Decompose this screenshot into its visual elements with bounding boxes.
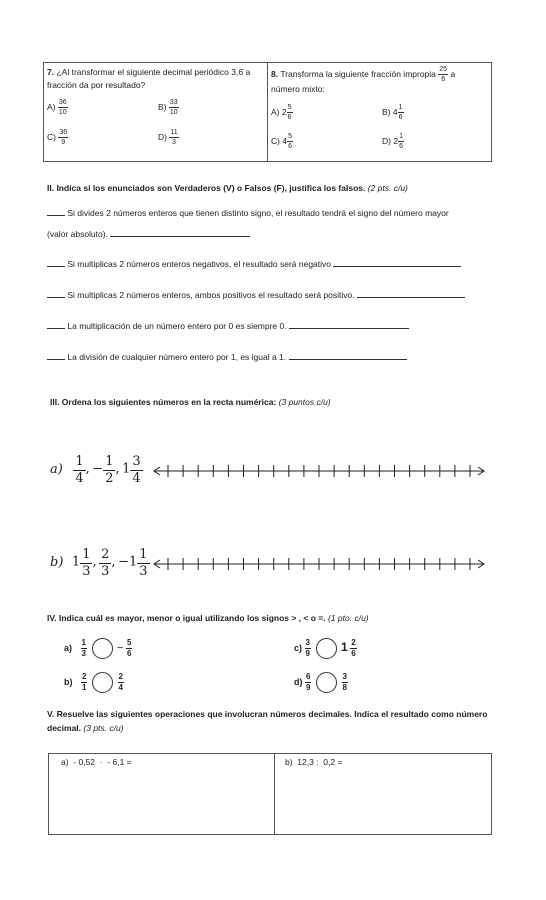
compare-c: c) $\frac{3}{9}$ 1 $\frac{2}{6}$	[294, 638, 356, 658]
number-set-b: b) 1 $\frac{1}{3}$ , $\frac{2}{3}$ , −1 $\frac{1}{3}$	[50, 547, 148, 579]
justify-line[interactable]	[289, 328, 409, 329]
statement-1: Si divides 2 números enteros que tienen distinto signo, el resultado tendrá el signo del número mayor	[47, 208, 449, 218]
q7-option-a[interactable]: A) $\frac{36}{10}$	[47, 99, 67, 116]
compare-circle[interactable]	[92, 672, 113, 693]
number-line-a[interactable]	[150, 461, 490, 481]
q8-option-a[interactable]: A) 2 $\frac{5}{6}$	[271, 104, 292, 121]
operations-divider	[274, 754, 275, 834]
q7-text: ¿Al transformar el siguiente decimal periódico 3,6̄ a fracción da por resultado?	[47, 67, 251, 90]
answer-blank[interactable]	[47, 297, 65, 298]
statement-5: La división de cualquier número entero por 1, es igual a 1.	[47, 352, 407, 362]
section3-title: III. Ordena los siguientes números en la recta numérica: (3 puntos c/u)	[50, 397, 331, 407]
section5-title: V. Resuelve las siguientes operaciones que involucran números decimales. Indica el resultado como número decimal. (3 pts. c/u)	[47, 709, 488, 733]
section2-title: II. Indica si los enunciados son Verdaderos (V) o Falsos (F), justifica los falsos. (2 pts. c/u)	[47, 183, 408, 193]
q8-number: 8.	[271, 68, 279, 79]
justify-line[interactable]	[357, 297, 465, 298]
operation-b: b) 12,3 : 0,2 =	[285, 757, 343, 767]
answer-blank[interactable]	[47, 266, 65, 267]
q7-option-b[interactable]: B) $\frac{33}{10}$	[158, 99, 178, 116]
operation-a: a) - 0,52 · - 6,1 =	[61, 757, 132, 767]
q7-option-c[interactable]: C) $\frac{36}{9}$	[47, 129, 68, 146]
compare-b: b) $\frac{2}{1}$ $\frac{2}{4}$	[64, 672, 123, 692]
section4-title: IV. Indica cuál es mayor, menor o igual utilizando los signos > , < o =. (1 pto. c/u)	[47, 613, 369, 623]
compare-circle[interactable]	[316, 638, 337, 659]
q7-number: 7.	[47, 67, 55, 77]
q8-text-b: a número mixto:	[271, 68, 456, 94]
table-divider	[267, 63, 268, 161]
q8-prompt	[271, 66, 481, 96]
q8-fraction: $\frac{25}{6}$	[439, 66, 448, 83]
q8-option-c[interactable]: C) 4 $\frac{5}{6}$	[271, 133, 292, 150]
answer-blank[interactable]	[47, 215, 65, 216]
number-set-a: a) $\frac{1}{4}$ , − $\frac{1}{2}$ , 1 $\frac{3}{4}$	[50, 454, 141, 486]
compare-a: a) $\frac{1}{3}$ − $\frac{5}{6}$	[64, 638, 132, 658]
q7-option-d[interactable]: D) $\frac{11}{3}$	[158, 129, 178, 146]
compare-circle[interactable]	[316, 672, 337, 693]
statement-1-continuation: (valor absoluto).	[47, 229, 250, 239]
compare-d: d) $\frac{6}{9}$ $\frac{3}{8}$	[294, 672, 347, 692]
operations-table	[48, 753, 492, 835]
answer-blank[interactable]	[47, 359, 65, 360]
q7-prompt	[47, 66, 262, 92]
q8-option-d[interactable]: D) 2 $\frac{1}{6}$	[382, 133, 403, 150]
statement-4: La multiplicación de un número entero por 0 es siempre 0.	[47, 321, 409, 331]
compare-circle[interactable]	[92, 638, 113, 659]
statement-2: Si multiplicas 2 números enteros negativos, el resultado será negativo	[47, 259, 461, 269]
justify-line[interactable]	[333, 266, 461, 267]
q8-text-a: Transforma la siguiente fracción impropia	[280, 68, 436, 79]
answer-blank[interactable]	[47, 328, 65, 329]
number-line-b[interactable]	[150, 554, 490, 574]
justify-line[interactable]	[110, 236, 250, 237]
q8-option-b[interactable]: B) 4 $\frac{1}{6}$	[382, 104, 403, 121]
justify-line[interactable]	[289, 359, 407, 360]
statement-3: Si multiplicas 2 números enteros, ambos positivos el resultado será positivo.	[47, 290, 465, 300]
